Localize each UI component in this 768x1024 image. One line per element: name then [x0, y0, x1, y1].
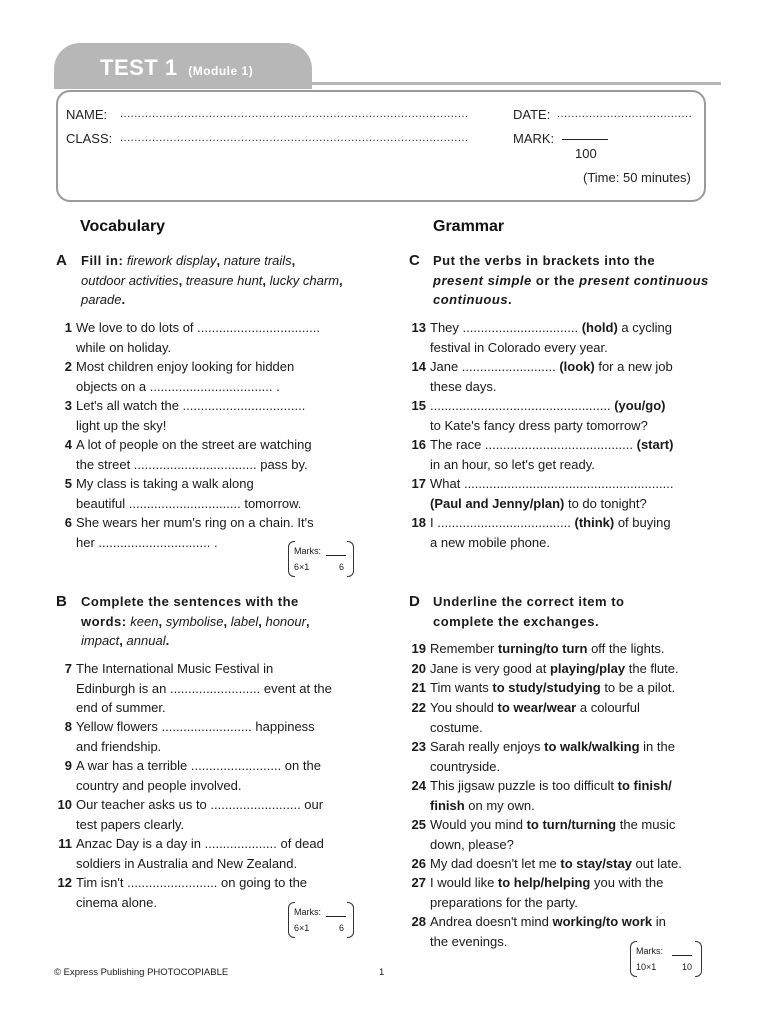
name-label: NAME:	[66, 107, 108, 122]
mark-total: 100	[575, 146, 597, 161]
section-a-instruction: Fill in: firework display, nature trails, outdoor activities, treasure hunt, lucky charm, parade.	[81, 253, 343, 307]
module-label: (Module 1)	[188, 64, 254, 78]
class-field[interactable]: ..................................................................................................	[120, 132, 469, 144]
section-b-marks: Marks: 6×1 6	[288, 902, 354, 938]
section-d-marks: Marks: 10×1 10	[630, 941, 702, 977]
date-field[interactable]: ......................................	[557, 108, 693, 120]
date-label: DATE:	[513, 107, 551, 122]
mark-fraction-line	[562, 139, 608, 140]
time-limit: (Time: 50 minutes)	[583, 170, 691, 185]
class-label: CLASS:	[66, 131, 113, 146]
name-field[interactable]: ..................................................................................................	[120, 108, 469, 120]
section-d-letter: D	[409, 593, 420, 610]
mark-label: MARK:	[513, 131, 555, 146]
section-c-instruction: Put the verbs in brackets into the present simple or the present continuous continuous.	[433, 253, 709, 307]
test-title: TEST 1 (Module 1)	[100, 55, 254, 80]
vocabulary-heading: Vocabulary	[80, 218, 166, 235]
grammar-heading: Grammar	[433, 218, 505, 235]
section-c-letter: C	[409, 252, 420, 269]
section-b-letter: B	[56, 593, 67, 610]
page-number: 1	[379, 967, 385, 978]
section-a-marks: Marks: 6×1 6	[288, 541, 354, 577]
section-d-instruction: Underline the correct item to complete the exchanges.	[433, 594, 625, 629]
section-b-instruction: Complete the sentences with the words: keen, symbolise, label, honour, impact, annual.	[81, 594, 310, 648]
section-a-letter: A	[56, 252, 67, 269]
header-rule	[54, 82, 721, 85]
student-info-box	[56, 90, 706, 202]
footer-copyright: © Express Publishing PHOTOCOPIABLE	[54, 967, 229, 978]
